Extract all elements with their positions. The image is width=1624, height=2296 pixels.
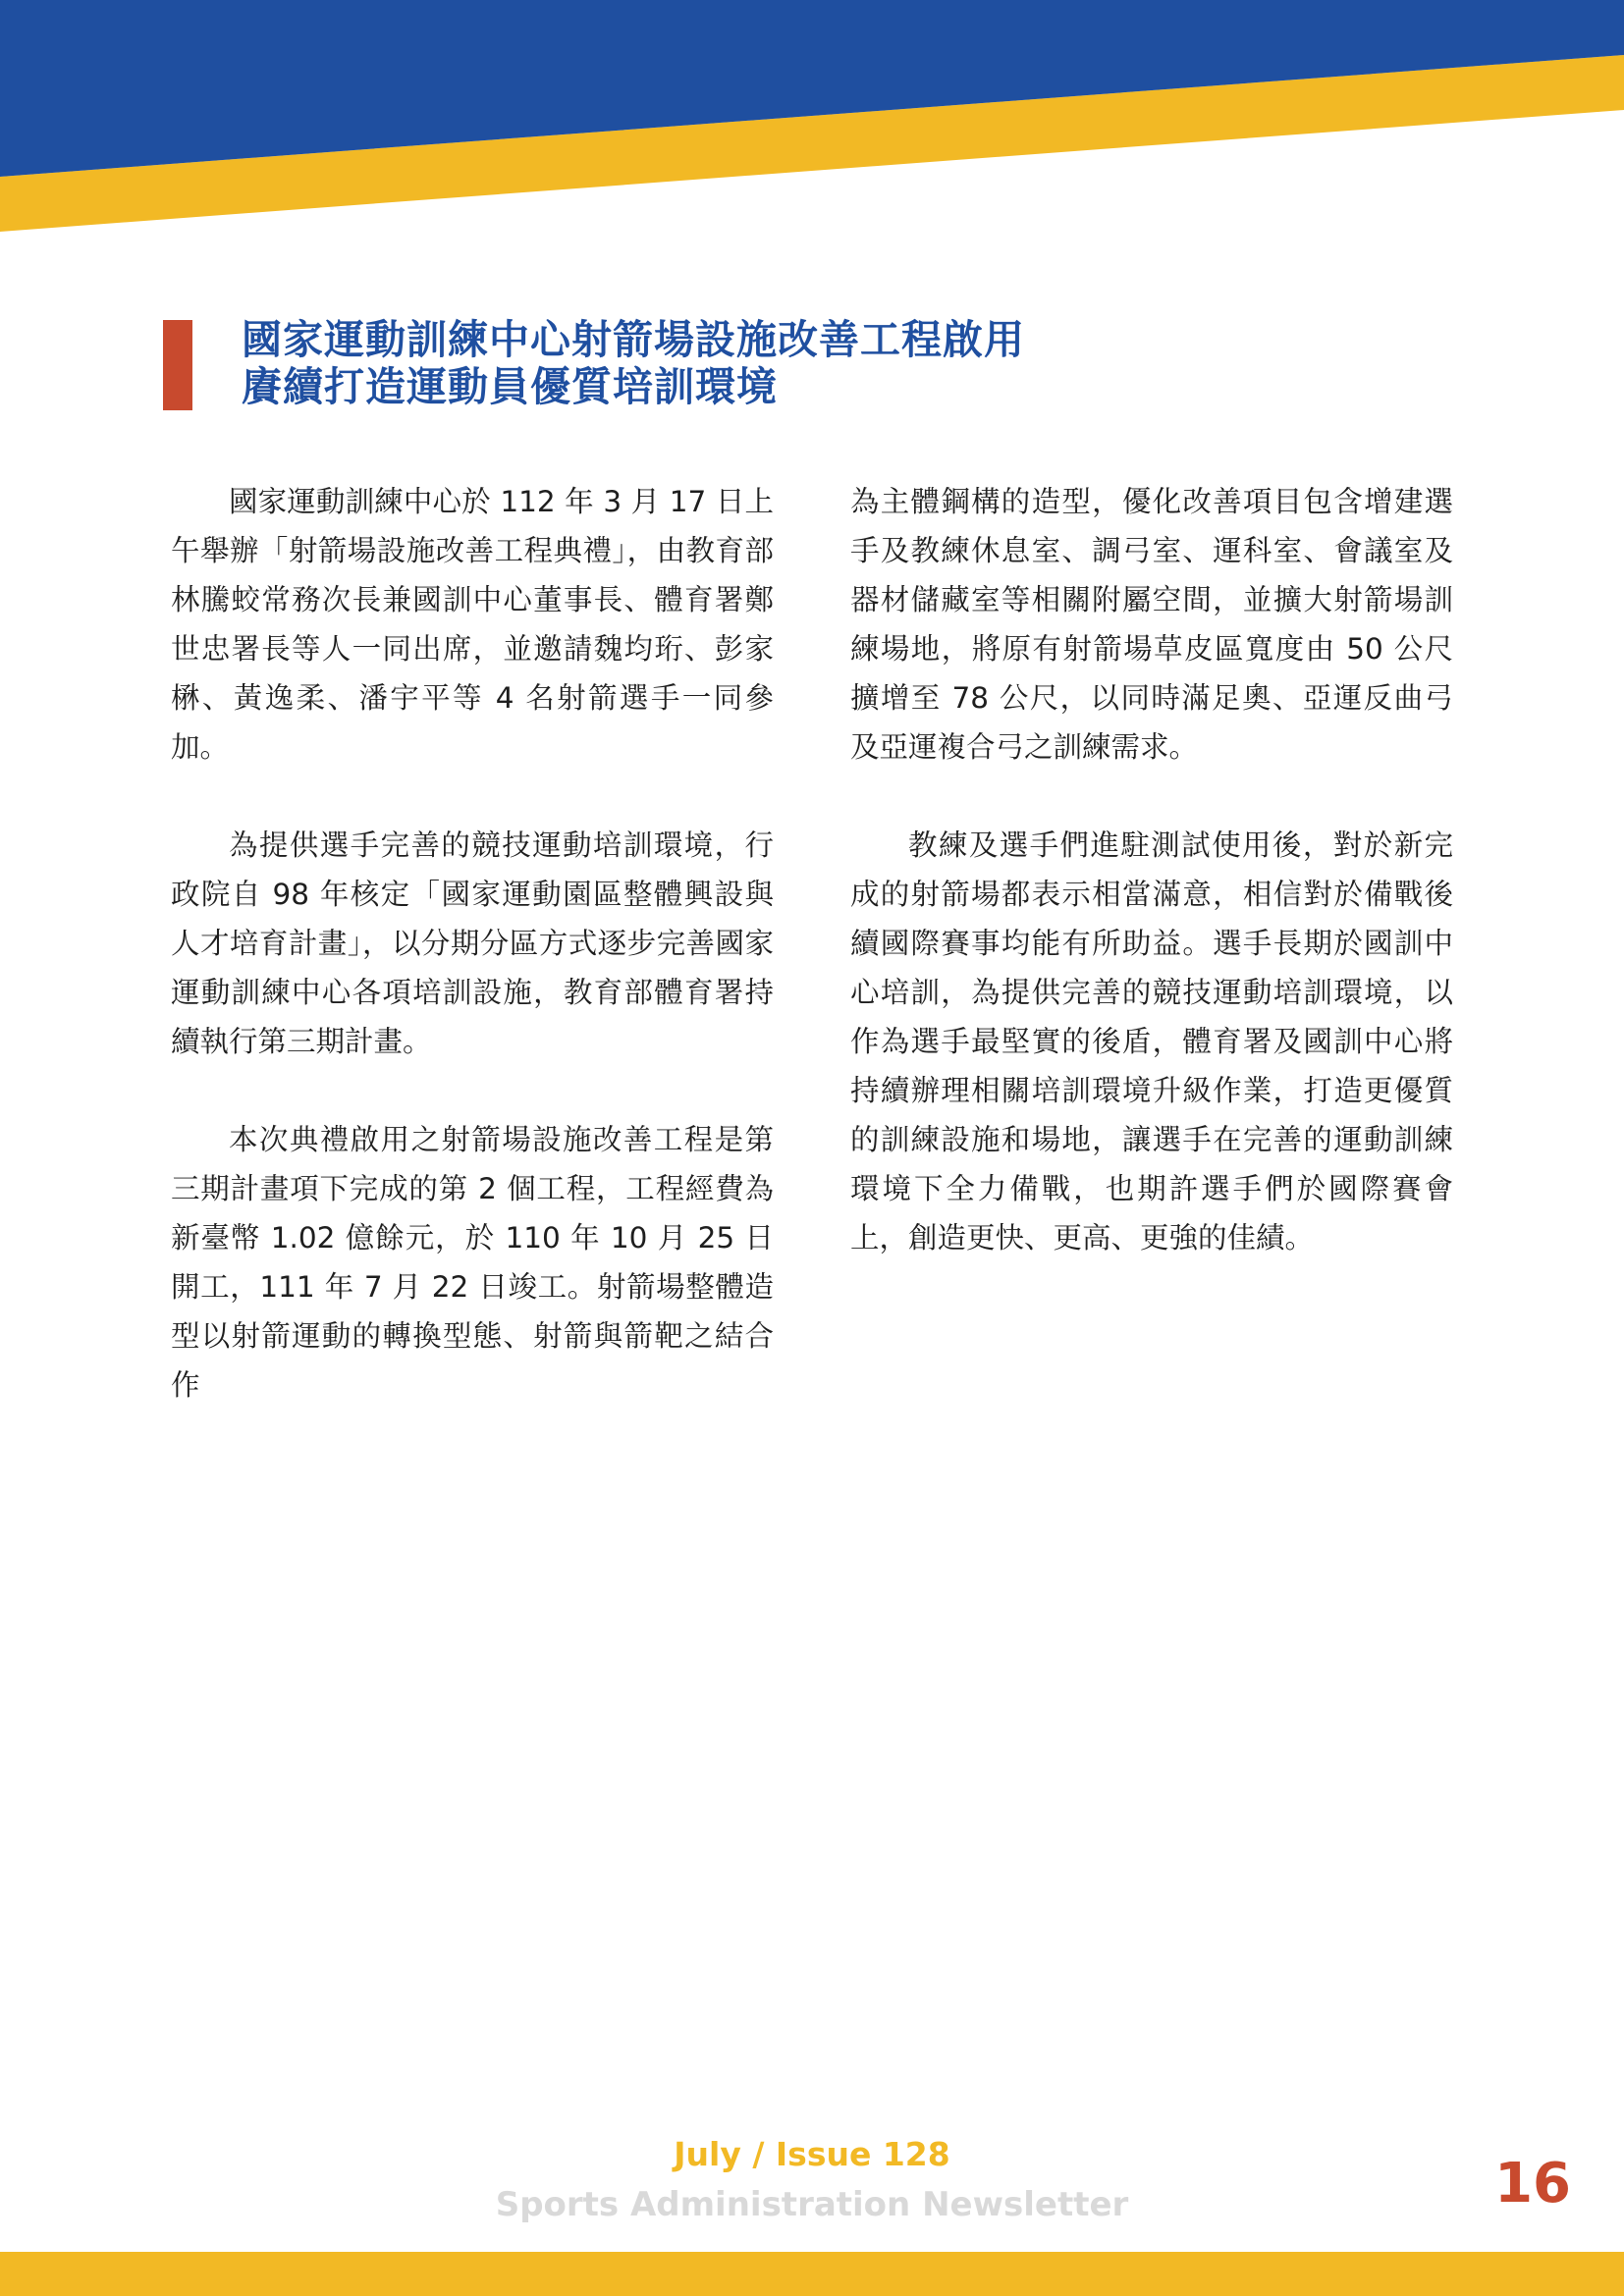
article-title-block (163, 316, 1439, 414)
body-paragraph-3: 本次典禮啟用之射箭場設施改善工程是第三期計畫項下完成的第 2 個工程，工程經費為新臺幣 1.02 億餘元，於 110 年 10 月 25 日開工，111 年 7 月 22 日竣工。射箭場整體造型以射箭運動的轉換型態、射箭與箭靶之結合作 (171, 1123, 774, 1402)
footer-issue: July / Issue 128 (674, 2135, 950, 2173)
article-title-line-1: 國家運動訓練中心射箭場設施改善工程啟用 (242, 316, 1025, 363)
body-paragraph-2: 為提供選手完善的競技運動培訓環境，行政院自 98 年核定「國家運動園區整體興設與人才培育計畫」，以分期分區方式逐步完善國家運動訓練中心各項培訓設施，教育部體育署持續執行第三期計畫。 (171, 828, 774, 1058)
header-banner (0, 0, 1624, 236)
title-accent-bar (163, 320, 192, 410)
footer-publication-name: Sports Administration Newsletter (495, 2185, 1129, 2224)
body-paragraph-5: 教練及選手們進駐測試使用後，對於新完成的射箭場都表示相當滿意，相信對於備戰後續國際賽事均能有所助益。選手長期於國訓中心培訓，為提供完善的競技運動培訓環境，以作為選手最堅實的後盾，體育署及國訓中心將持續辦理相關培訓環境升級作業，打造更優質的訓練設施和場地，讓選手在完善的運動訓練環境下全力備戰，也期許選手們於國際賽會上，創造更快、更高、更強的佳績。 (850, 828, 1453, 1255)
body-paragraph-1: 國家運動訓練中心於 112 年 3 月 17 日上午舉辦「射箭場設施改善工程典禮」，由教育部林騰蛟常務次長兼國訓中心董事長、體育署鄭世忠署長等人一同出席，並邀請魏均珩、彭家楙、黃逸柔、潘宇平等 4 名射箭選手一同參加。 (171, 485, 774, 764)
left-column (171, 477, 774, 1459)
right-column (850, 477, 1453, 1311)
body-paragraph-4: 為主體鋼構的造型，優化改善項目包含增建選手及教練休息室、調弓室、運科室、會議室及器材儲藏室等相關附屬空間，並擴大射箭場訓練場地，將原有射箭場草皮區寬度由 50 公尺擴增至 78 公尺，以同時滿足奧、亞運反曲弓及亞運複合弓之訓練需求。 (850, 485, 1453, 764)
page-number: 16 (1494, 2152, 1571, 2216)
article-title (242, 316, 1025, 410)
article-title-line-2: 賡續打造運動員優質培訓環境 (242, 363, 778, 410)
bottom-bar (0, 2252, 1624, 2296)
